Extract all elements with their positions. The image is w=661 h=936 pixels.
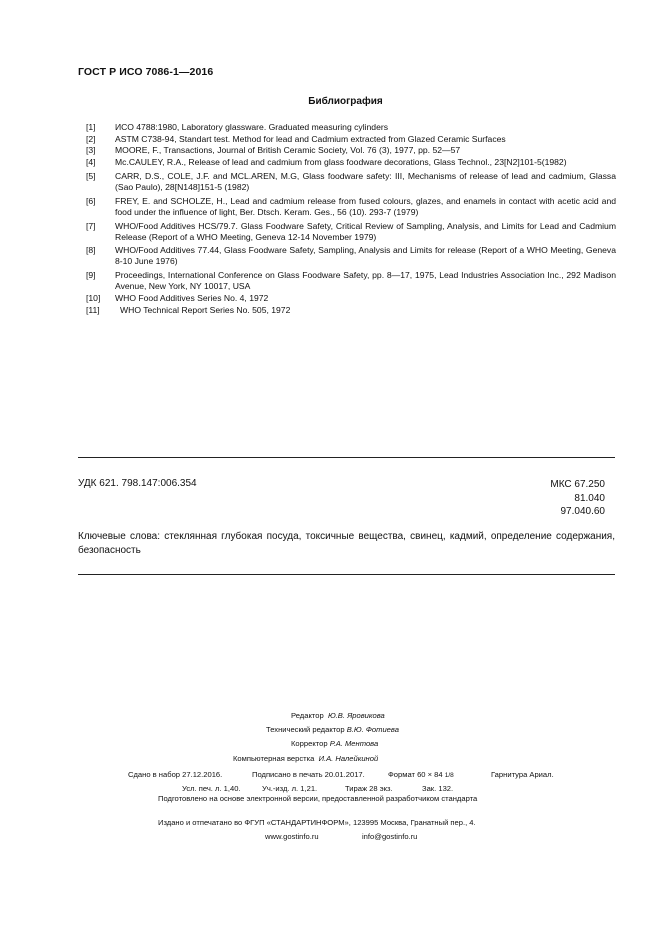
format-fraction: 1/8	[444, 772, 454, 779]
credit-name: Р.А. Ментова	[329, 739, 379, 749]
entry-number: [7]	[86, 220, 96, 231]
imprint-prepared: Подготовлено на основе электронной версии, предоставленной разработчиком стандарта	[158, 794, 478, 803]
entry-number: [10]	[86, 292, 101, 303]
bibliography-entry	[86, 221, 616, 243]
entry-number: [6]	[86, 195, 96, 206]
bibliography-entry	[86, 122, 616, 133]
bibliography-entry	[86, 270, 616, 292]
credits-block	[0, 709, 661, 766]
imprint-run: Тираж 28 экз.	[345, 784, 393, 793]
divider-bottom	[78, 574, 615, 575]
entry-number: [2]	[86, 133, 96, 144]
bibliography-entry	[86, 305, 616, 316]
imprint-sent: Сдано в набор 27.12.2016.	[128, 770, 223, 779]
entry-number: [1]	[86, 122, 96, 132]
mks-codes	[527, 478, 605, 519]
bibliography-title	[0, 96, 661, 107]
entry-text: MOORE, F., Transactions, Journal of British Ceramic Society, Vol. 76 (3), 1977, pp. 52—57	[115, 145, 461, 156]
entry-text: WHO/Food Additives HCS/79.7. Glass Foodware Safety, Critical Review of Sampling, Analysis, and Limits for Lead and Cadmium Release (Report of a WHO Meeting, Geneva 12-14 November 1979)	[115, 220, 616, 242]
credit-name: И.А. Налейкиной	[318, 753, 379, 763]
entry-number: [5]	[86, 171, 96, 182]
udk-code: УДК 621. 798.147:006.354	[78, 478, 197, 489]
imprint-pub-sheets: Уч.-изд. л. 1,21.	[262, 784, 318, 793]
format-label: Формат 60 × 84	[388, 770, 443, 779]
mks-code: МКС 67.250	[550, 479, 605, 490]
bibliography-entry	[86, 157, 616, 168]
bibliography-list	[86, 122, 616, 316]
imprint-order: Зак. 132.	[422, 784, 454, 793]
entry-number: [4]	[86, 157, 96, 168]
bibliography-entry	[86, 145, 616, 156]
entry-number: [8]	[86, 245, 96, 256]
credit-name: Ю.В. Яровикова	[327, 711, 385, 720]
credit-editor	[291, 709, 661, 723]
bibliography-entry	[86, 196, 616, 218]
bibliography-entry	[86, 293, 616, 304]
credit-role: Технический редактор	[266, 725, 345, 735]
mks-code: 81.040	[574, 492, 605, 504]
divider-top	[78, 457, 615, 458]
entry-number: [3]	[86, 145, 96, 156]
credit-tech-editor	[266, 723, 661, 737]
entry-text: ASTM C738-94, Standart test. Method for lead and Cadmium extracted from Glazed Ceramic Surfaces	[115, 133, 506, 144]
entry-text: CARR, D.S., COLE, J.F. and MCL.AREN, M.G, Glass foodware safety: III, Mechanisms of release of lead and cadmium, Glassa (Sao Paulo), 28[N148]151-5 (1982)	[115, 171, 616, 192]
imprint-format	[388, 770, 454, 779]
imprint-print-sheets: Усл. печ. л. 1,40.	[182, 784, 241, 793]
mks-code: 97.040.60	[560, 506, 605, 517]
credit-name: В.Ю. Фотиева	[346, 725, 399, 735]
imprint-email-link[interactable]: info@gostinfo.ru	[362, 832, 418, 841]
keywords: Ключевые слова: стеклянная глубокая посуда, токсичные вещества, свинец, кадмий, определение содержания, безопасность	[78, 531, 615, 556]
imprint-signed: Подписано в печать 20.01.2017.	[252, 770, 365, 779]
credit-role: Редактор	[291, 711, 324, 720]
bibliography-entry	[86, 171, 616, 193]
entry-text: WHO Technical Report Series No. 505, 1972	[120, 304, 291, 315]
credit-layout	[233, 752, 661, 766]
credit-role: Компьютерная верстка	[233, 753, 315, 763]
entry-text: WHO/Food Additives 77.44, Glass Foodware Safety, Sampling, Analysis and Limits for release (Report of a WHO Meeting, Geneva 8-10 June 1976)	[115, 245, 616, 267]
imprint-site-link[interactable]: www.gostinfo.ru	[265, 832, 319, 841]
entry-text: Proceedings, International Conference on Glass Foodware Safety, pp. 8—17, 1975, Lead Industries Association Inc., 292 Madison Avenue, New York, NY 10017, USA	[115, 270, 616, 292]
entry-text: WHO Food Additives Series No. 4, 1972	[115, 292, 269, 303]
entry-text: FREY, E. and SCHOLZE, H., Lead and cadmium release from fused colours, glazes, and enamels in contact with acetic acid and food under the influence of light, Ber. Dtsch. Keram. Ges., 56 (10). 293-7 (1979)	[115, 195, 616, 217]
entry-number: [11]	[86, 304, 100, 315]
imprint-publisher: Издано и отпечатано во ФГУП «СТАНДАРТИНФОРМ», 123995 Москва, Гранатный пер., 4.	[158, 818, 476, 827]
imprint-font: Гарнитура Ариал.	[491, 770, 554, 779]
entry-number: [9]	[86, 270, 96, 281]
document-header-gost: ГОСТ Р ИСО 7086-1—2016	[78, 66, 214, 78]
bibliography-entry	[86, 245, 616, 267]
entry-text: Mc.CAULEY, R.A., Release of lead and cadmium from glass foodware decorations, Glass Technol., 23[N2]101-5(1982)	[115, 157, 567, 168]
bibliography-entry	[86, 134, 616, 145]
credit-corrector	[291, 737, 661, 751]
credit-role: Корректор	[291, 739, 328, 749]
bibliography-title-text: Библиография	[308, 96, 383, 107]
entry-text: ИСО 4788:1980, Laboratory glassware. Graduated measuring cylinders	[115, 122, 389, 132]
